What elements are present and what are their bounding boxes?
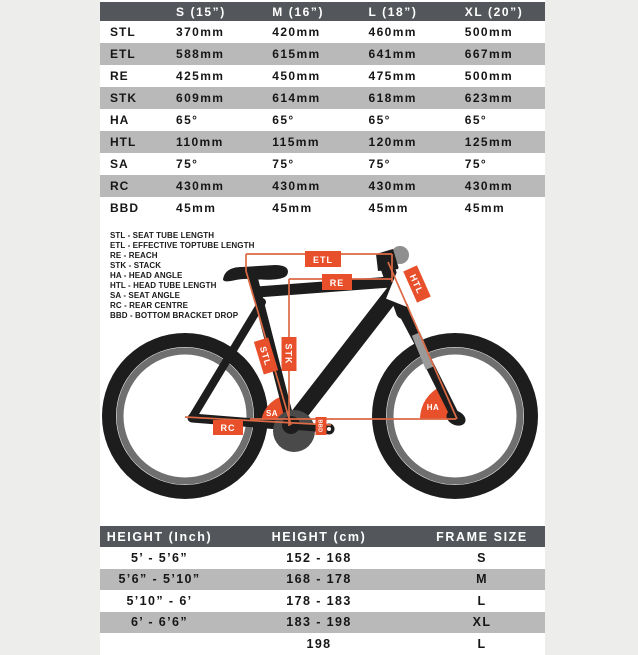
geometry-value-cell: 425mm	[176, 69, 225, 83]
stk-label	[282, 337, 297, 371]
rider-size-table	[100, 526, 545, 655]
geometry-column-header: XL (20”)	[464, 4, 524, 19]
sa-label-text: SA	[265, 409, 279, 418]
size-value-cell: 168 - 178	[286, 572, 352, 587]
size-value-cell: XL	[472, 615, 492, 630]
rc-label	[213, 420, 243, 435]
rider-size-table-body	[100, 547, 545, 655]
geometry-row-label: HTL	[110, 135, 137, 149]
size-value-cell: 5’6” - 5’10”	[118, 572, 201, 587]
geometry-column-header: L (18”)	[368, 4, 418, 19]
geometry-table-header	[100, 2, 545, 21]
size-column-header: FRAME SIZE	[436, 529, 528, 544]
geometry-value-cell: 45mm	[368, 201, 409, 215]
geometry-value-cell: 623mm	[464, 91, 514, 105]
table-row	[100, 87, 545, 109]
legend-item: HTL - HEAD TUBE LENGTH	[110, 281, 217, 290]
frame-geometry-table	[100, 2, 545, 219]
table-row	[100, 43, 545, 65]
geometry-value-cell: 667mm	[464, 47, 514, 61]
table-row	[100, 612, 545, 634]
geometry-value-cell: 430mm	[464, 179, 514, 193]
geometry-value-cell: 115mm	[272, 135, 320, 149]
legend-item: RE - REACH	[110, 251, 158, 260]
geometry-value-cell: 430mm	[272, 179, 321, 193]
geometry-value-cell: 65°	[176, 113, 199, 127]
geometry-value-cell: 588mm	[176, 47, 225, 61]
geometry-row-label: STK	[110, 91, 137, 105]
geometry-row-label: HA	[110, 113, 130, 127]
ha-label-text: HA	[426, 403, 440, 412]
legend-item: STK - STACK	[110, 261, 162, 270]
table-row	[100, 21, 545, 43]
size-value-cell: 152 - 168	[286, 550, 352, 565]
geometry-row-label: BBD	[110, 201, 139, 215]
stk-label-text: STK	[283, 343, 294, 365]
size-guide-sheet	[100, 0, 545, 651]
rear-wheel	[109, 340, 261, 492]
geometry-value-cell: 75°	[464, 157, 488, 171]
saddle	[223, 265, 288, 281]
geometry-value-cell: 65°	[464, 113, 488, 127]
geometry-row-label: RE	[110, 69, 129, 83]
geometry-value-cell: 65°	[272, 113, 295, 127]
legend-item: RC - REAR CENTRE	[110, 301, 189, 310]
geometry-value-cell: 125mm	[464, 135, 514, 149]
legend-item: HA - HEAD ANGLE	[110, 271, 183, 280]
size-value-cell: L	[477, 636, 487, 651]
bbd-label-text: BBD	[316, 419, 323, 433]
table-row	[100, 590, 545, 612]
geometry-value-cell: 641mm	[368, 47, 417, 61]
geometry-value-cell: 75°	[176, 157, 199, 171]
bike-geometry-diagram	[100, 230, 545, 520]
geometry-value-cell: 430mm	[176, 179, 225, 193]
size-value-cell: 198	[306, 636, 332, 651]
geometry-row-label: ETL	[110, 47, 136, 61]
geometry-value-cell: 370mm	[176, 25, 225, 39]
geometry-value-cell: 609mm	[176, 91, 225, 105]
table-row	[100, 109, 545, 131]
size-value-cell: M	[476, 572, 488, 587]
legend-item: STL - SEAT TUBE LENGTH	[110, 231, 215, 240]
geometry-value-cell: 500mm	[464, 69, 514, 83]
etl-label	[305, 251, 341, 267]
geometry-column-header: S (15”)	[176, 4, 226, 19]
legend-item: SA - SEAT ANGLE	[110, 291, 181, 300]
geometry-value-cell: 475mm	[368, 69, 417, 83]
table-row	[100, 153, 545, 175]
size-value-cell: 178 - 183	[286, 593, 352, 608]
geometry-value-cell: 45mm	[176, 201, 217, 215]
geometry-value-cell: 120mm	[368, 135, 417, 149]
table-row	[100, 131, 545, 153]
geometry-value-cell: 500mm	[464, 25, 514, 39]
size-value-cell: 6’ - 6’6”	[130, 615, 189, 630]
table-row	[100, 197, 545, 219]
geometry-value-cell: 45mm	[272, 201, 313, 215]
geometry-table-body	[100, 21, 545, 219]
size-column-header: HEIGHT (Inch)	[106, 529, 213, 544]
geometry-value-cell: 460mm	[368, 25, 417, 39]
re-label	[322, 274, 352, 290]
geometry-value-cell: 65°	[368, 113, 391, 127]
geometry-row-label: STL	[110, 25, 136, 39]
size-value-cell: 183 - 198	[286, 615, 352, 630]
rc-label-text: RC	[220, 423, 236, 433]
geometry-value-cell: 75°	[368, 157, 391, 171]
size-value-cell: 5’10” - 6’	[126, 593, 193, 608]
size-value-cell: 5’ - 5’6”	[130, 550, 189, 565]
geometry-value-cell: 45mm	[464, 201, 506, 215]
geometry-value-cell: 110mm	[176, 135, 224, 149]
re-label-text: RE	[329, 278, 345, 288]
size-column-header: HEIGHT (cm)	[271, 529, 367, 544]
geometry-value-cell: 614mm	[272, 91, 321, 105]
size-value-cell: S	[477, 550, 487, 565]
table-row	[100, 569, 545, 591]
table-row	[100, 65, 545, 87]
etl-label-text: ETL	[313, 255, 333, 265]
geometry-value-cell: 420mm	[272, 25, 321, 39]
legend-item: BBD - BOTTOM BRACKET DROP	[110, 311, 239, 320]
bbd-label	[316, 417, 327, 435]
geometry-value-cell: 75°	[272, 157, 295, 171]
table-row	[100, 175, 545, 197]
geometry-value-cell: 430mm	[368, 179, 417, 193]
geometry-row-label: RC	[110, 179, 130, 193]
geometry-value-cell: 450mm	[272, 69, 321, 83]
htl-label-text: HTL	[407, 272, 426, 296]
table-row	[100, 633, 545, 655]
rider-size-table-header	[100, 526, 545, 547]
size-value-cell: L	[477, 593, 487, 608]
geometry-row-label: SA	[110, 157, 129, 171]
stl-label-text: STL	[257, 345, 274, 368]
table-row	[100, 547, 545, 569]
geometry-column-header: M (16”)	[272, 4, 325, 19]
geometry-value-cell: 618mm	[368, 91, 417, 105]
geometry-value-cell: 615mm	[272, 47, 321, 61]
legend-item: ETL - EFFECTIVE TOPTUBE LENGTH	[110, 241, 255, 250]
